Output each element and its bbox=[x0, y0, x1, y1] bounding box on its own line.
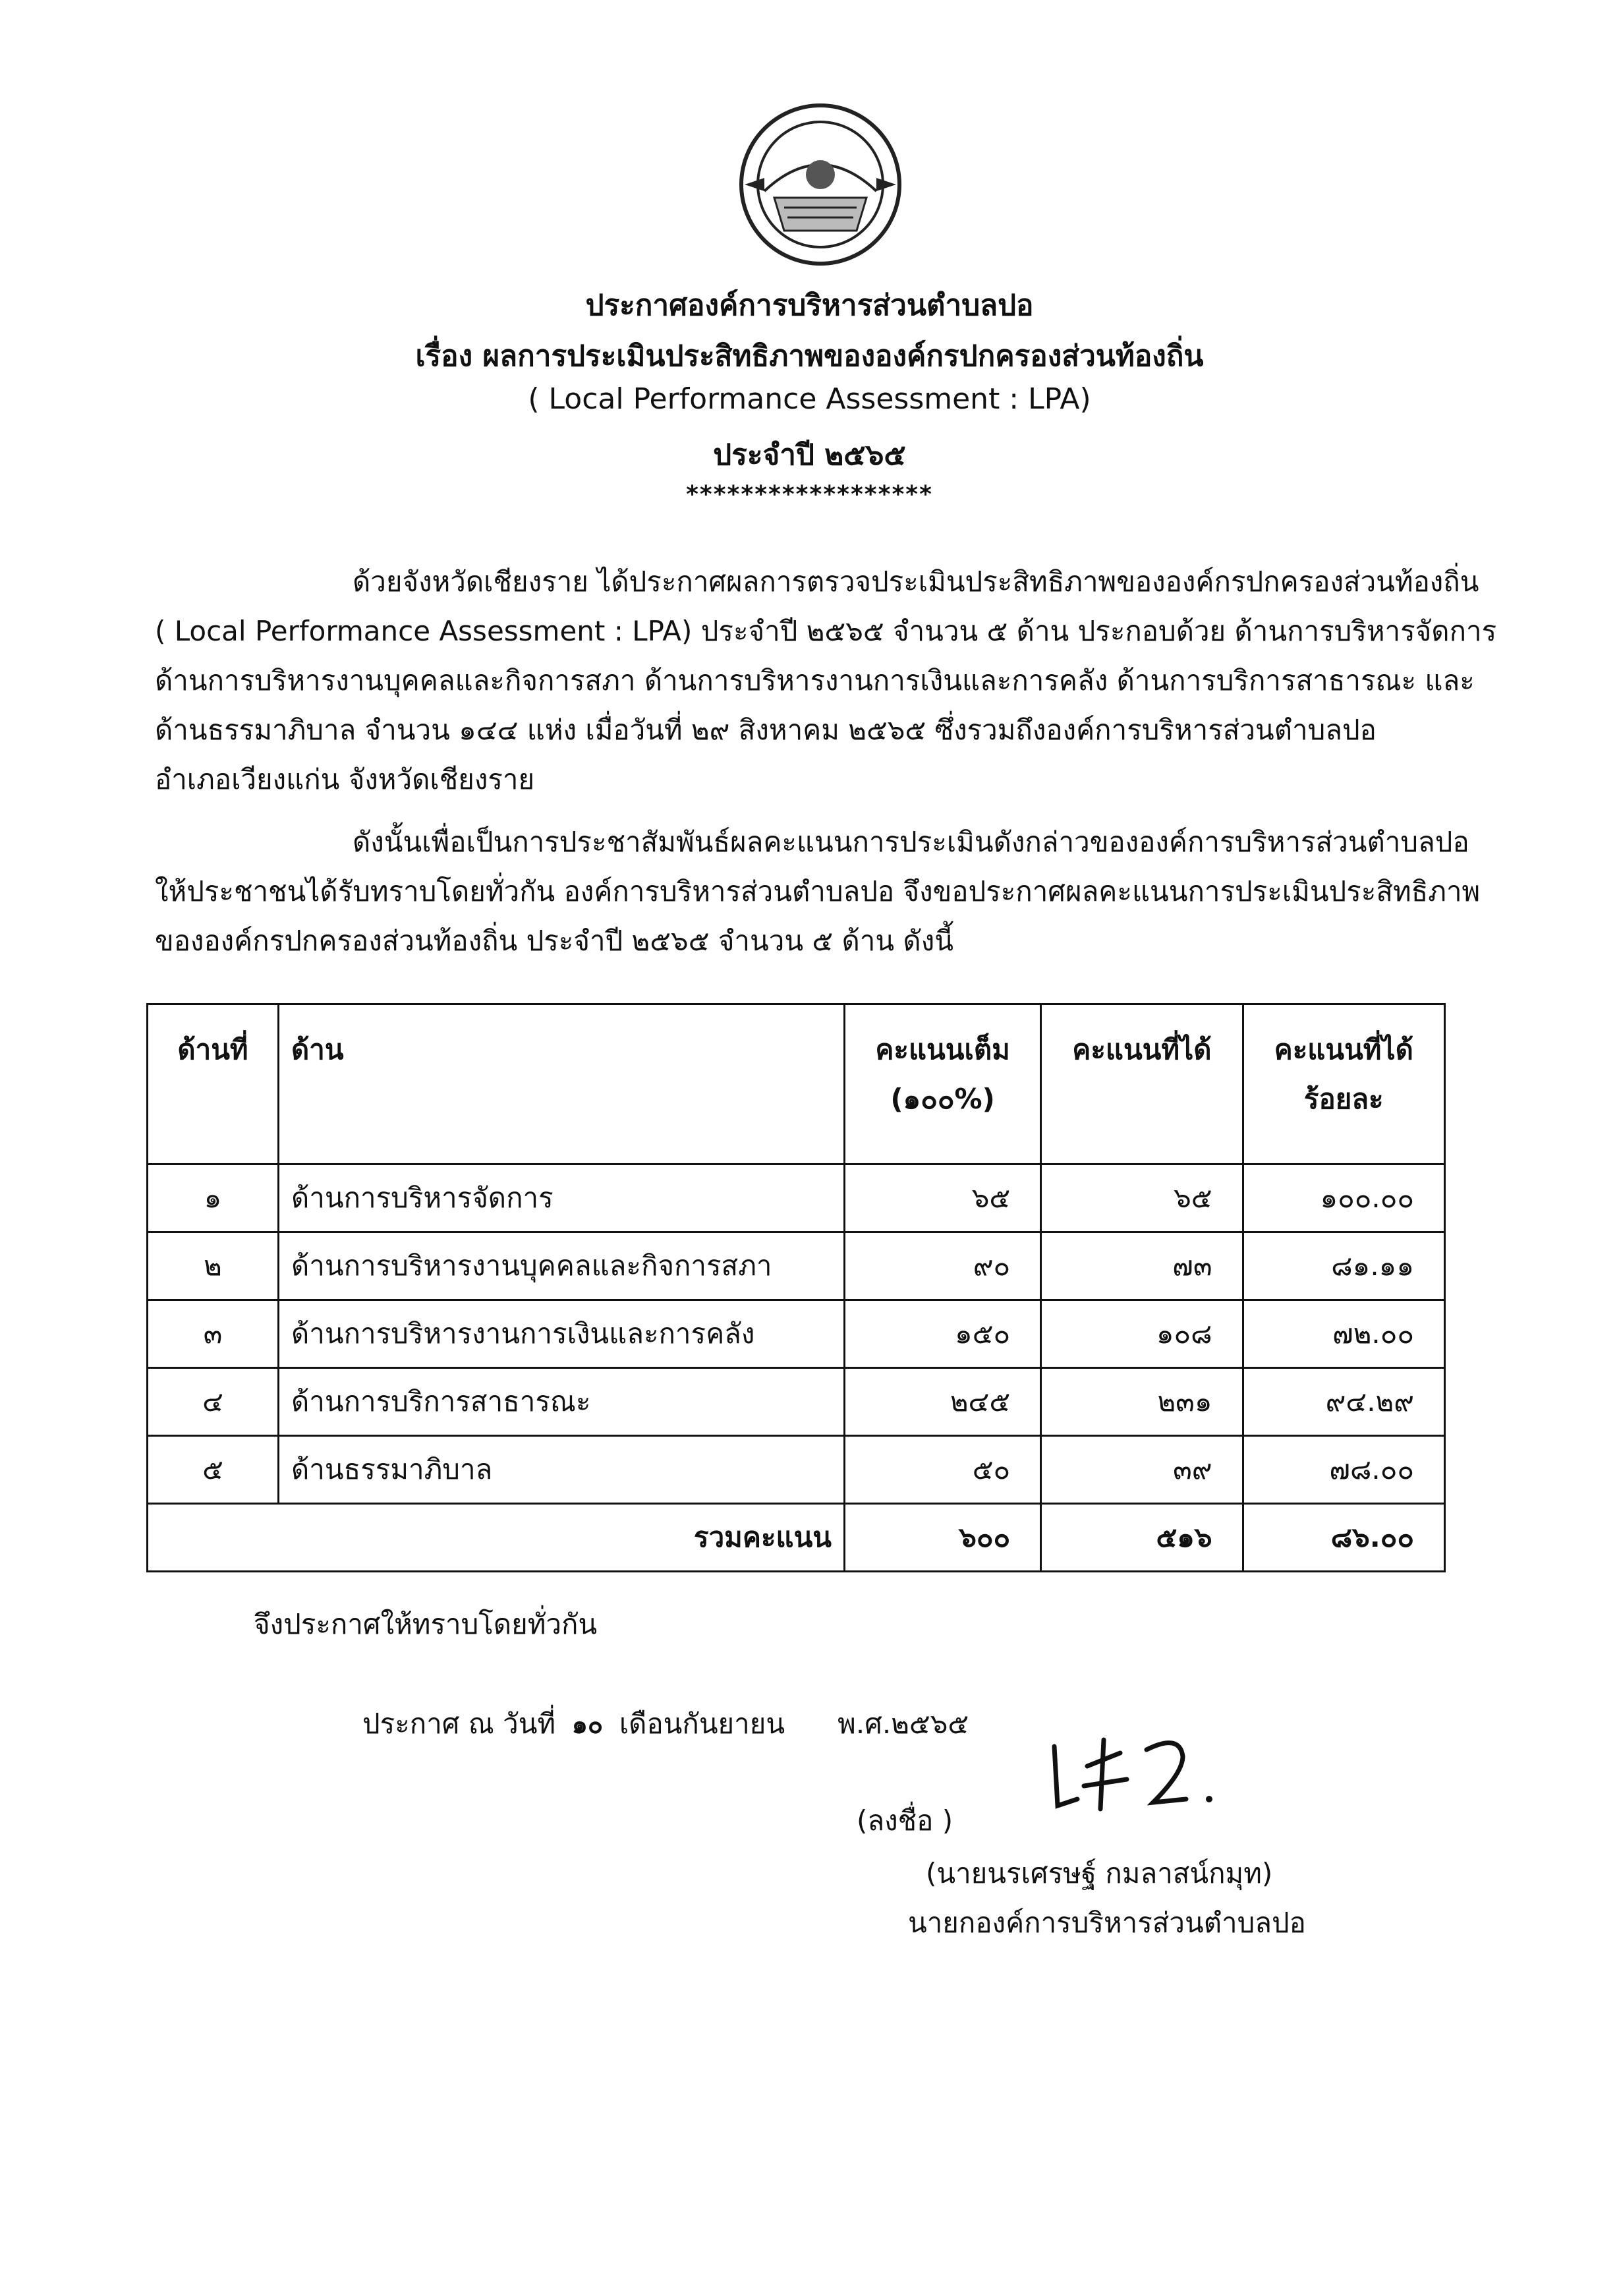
cell-aspect-number: ๕ bbox=[148, 1436, 279, 1504]
paragraph-line: ด้านการบริหารงานบุคคลและกิจการสภา ด้านการบริหารงานการเงินและการคลัง ด้านการบริการสาธารณะ และ bbox=[155, 664, 1475, 697]
paragraph-line: ให้ประชาชนได้รับทราบโดยทั่วกัน องค์การบริหารส่วนตำบลปอ จึงขอประกาศผลคะแนนการประเมินประสิทธิภาพ bbox=[155, 875, 1481, 907]
cell-full-score: ๖๕ bbox=[845, 1164, 1041, 1232]
table-row bbox=[148, 1164, 1445, 1232]
announce-year: พ.ศ.๒๕๖๕ bbox=[838, 1708, 969, 1740]
header-aspect-name: ด้าน bbox=[279, 1004, 845, 1164]
cell-score-percent: ๗๒.๐๐ bbox=[1243, 1300, 1444, 1368]
header-score-percent-line1: คะแนนที่ได้ bbox=[1274, 1033, 1413, 1066]
table-row bbox=[148, 1368, 1445, 1436]
lpa-english-title: ( Local Performance Assessment : LPA) bbox=[528, 382, 1091, 416]
cell-aspect-name: ด้านการบริหารจัดการ bbox=[279, 1164, 845, 1232]
cell-aspect-number: ๓ bbox=[148, 1300, 279, 1368]
header-score-obtained: คะแนนที่ได้ bbox=[1041, 1004, 1243, 1164]
header-full-score-line2: (๑๐๐%) bbox=[890, 1083, 995, 1115]
header-aspect-number: ด้านที่ bbox=[148, 1004, 279, 1164]
header-score-percent-line2: ร้อยละ bbox=[1303, 1083, 1384, 1115]
announcement-title: ประกาศองค์การบริหารส่วนตำบลปอ bbox=[585, 289, 1034, 322]
signer-name: (นายนรเศรษฐ์ กมลาสน์กมุท) bbox=[926, 1857, 1273, 1889]
cell-score-obtained: ๑๐๘ bbox=[1041, 1300, 1243, 1368]
cell-full-score: ๒๔๕ bbox=[845, 1368, 1041, 1436]
announce-day: ๑๐ bbox=[571, 1710, 604, 1739]
cell-aspect-name: ด้านการบริหารงานการเงินและการคลัง bbox=[279, 1300, 845, 1368]
organization-seal-logo bbox=[735, 99, 906, 270]
header-full-score bbox=[845, 1004, 1041, 1164]
cell-score-percent: ๘๑.๑๑ bbox=[1243, 1232, 1444, 1300]
paragraph-line: ด้านธรรมาภิบาล จำนวน ๑๔๔ แห่ง เมื่อวันที่ ๒๙ สิงหาคม ๒๕๖๕ ซึ่งรวมถึงองค์การบริหารส่วนตำบลปอ bbox=[155, 714, 1377, 746]
paragraph-intro bbox=[155, 557, 1497, 804]
header-full-score-line1: คะแนนเต็ม bbox=[875, 1033, 1010, 1066]
cell-score-obtained: ๗๓ bbox=[1041, 1232, 1243, 1300]
announce-month: เดือนกันยายน bbox=[619, 1708, 785, 1740]
table-header-row bbox=[148, 1004, 1445, 1164]
signer-position: นายกองค์การบริหารส่วนตำบลปอ bbox=[908, 1907, 1306, 1939]
cell-full-score: ๕๐ bbox=[845, 1436, 1041, 1504]
cell-full-score: ๑๕๐ bbox=[845, 1300, 1041, 1368]
handwritten-signature bbox=[1048, 1727, 1245, 1819]
announce-prefix: ประกาศ ณ วันที่ bbox=[362, 1708, 556, 1740]
total-full-score: ๖๐๐ bbox=[845, 1504, 1041, 1572]
signature-label: (ลงชื่อ ) bbox=[857, 1804, 953, 1837]
announcement-year: ประจำปี ๒๕๖๕ bbox=[713, 438, 906, 472]
cell-score-percent: ๗๘.๐๐ bbox=[1243, 1436, 1444, 1504]
table-row bbox=[148, 1436, 1445, 1504]
paragraph-line: ด้วยจังหวัดเชียงราย ได้ประกาศผลการตรวจประเมินประสิทธิภาพขององค์กรปกครองส่วนท้องถิ่น bbox=[353, 565, 1479, 598]
total-score-percent: ๘๖.๐๐ bbox=[1243, 1504, 1444, 1572]
closing-statement: จึงประกาศให้ทราบโดยทั่วกัน bbox=[254, 1608, 598, 1640]
cell-score-percent: ๙๔.๒๙ bbox=[1243, 1368, 1444, 1436]
cell-aspect-number: ๔ bbox=[148, 1368, 279, 1436]
table-row bbox=[148, 1300, 1445, 1368]
paragraph-line: อำเภอเวียงแก่น จังหวัดเชียงราย bbox=[155, 763, 535, 795]
separator-stars: ****************** bbox=[686, 481, 933, 508]
paragraph-announcement bbox=[155, 817, 1479, 965]
cell-score-percent: ๑๐๐.๐๐ bbox=[1243, 1164, 1444, 1232]
table-total-row bbox=[148, 1504, 1445, 1572]
table-row bbox=[148, 1232, 1445, 1300]
cell-aspect-name: ด้านการบริหารงานบุคคลและกิจการสภา bbox=[279, 1232, 845, 1300]
total-score-obtained: ๕๑๖ bbox=[1041, 1504, 1243, 1572]
assessment-score-table bbox=[146, 1003, 1446, 1572]
header-score-percent bbox=[1243, 1004, 1444, 1164]
cell-full-score: ๙๐ bbox=[845, 1232, 1041, 1300]
cell-aspect-name: ด้านการบริการสาธารณะ bbox=[279, 1368, 845, 1436]
cell-aspect-name: ด้านธรรมาภิบาล bbox=[279, 1436, 845, 1504]
announcement-date bbox=[362, 1702, 969, 1746]
cell-aspect-number: ๒ bbox=[148, 1232, 279, 1300]
total-label: รวมคะแนน bbox=[148, 1504, 845, 1572]
cell-score-obtained: ๒๓๑ bbox=[1041, 1368, 1243, 1436]
cell-score-obtained: ๖๕ bbox=[1041, 1164, 1243, 1232]
paragraph-line: ขององค์กรปกครองส่วนท้องถิ่น ประจำปี ๒๕๖๕ จำนวน ๕ ด้าน ดังนี้ bbox=[155, 925, 953, 957]
announcement-subject: เรื่อง ผลการประเมินประสิทธิภาพขององค์กรปกครองส่วนท้องถิ่น bbox=[415, 339, 1204, 373]
paragraph-line: ( Local Performance Assessment : LPA) ประจำปี ๒๕๖๕ จำนวน ๕ ด้าน ประกอบด้วย ด้านการบริหารจัดการ bbox=[155, 615, 1497, 647]
paragraph-line: ดังนั้นเพื่อเป็นการประชาสัมพันธ์ผลคะแนนการประเมินดังกล่าวขององค์การบริหารส่วนตำบลปอ bbox=[353, 826, 1469, 858]
cell-aspect-number: ๑ bbox=[148, 1164, 279, 1232]
cell-score-obtained: ๓๙ bbox=[1041, 1436, 1243, 1504]
